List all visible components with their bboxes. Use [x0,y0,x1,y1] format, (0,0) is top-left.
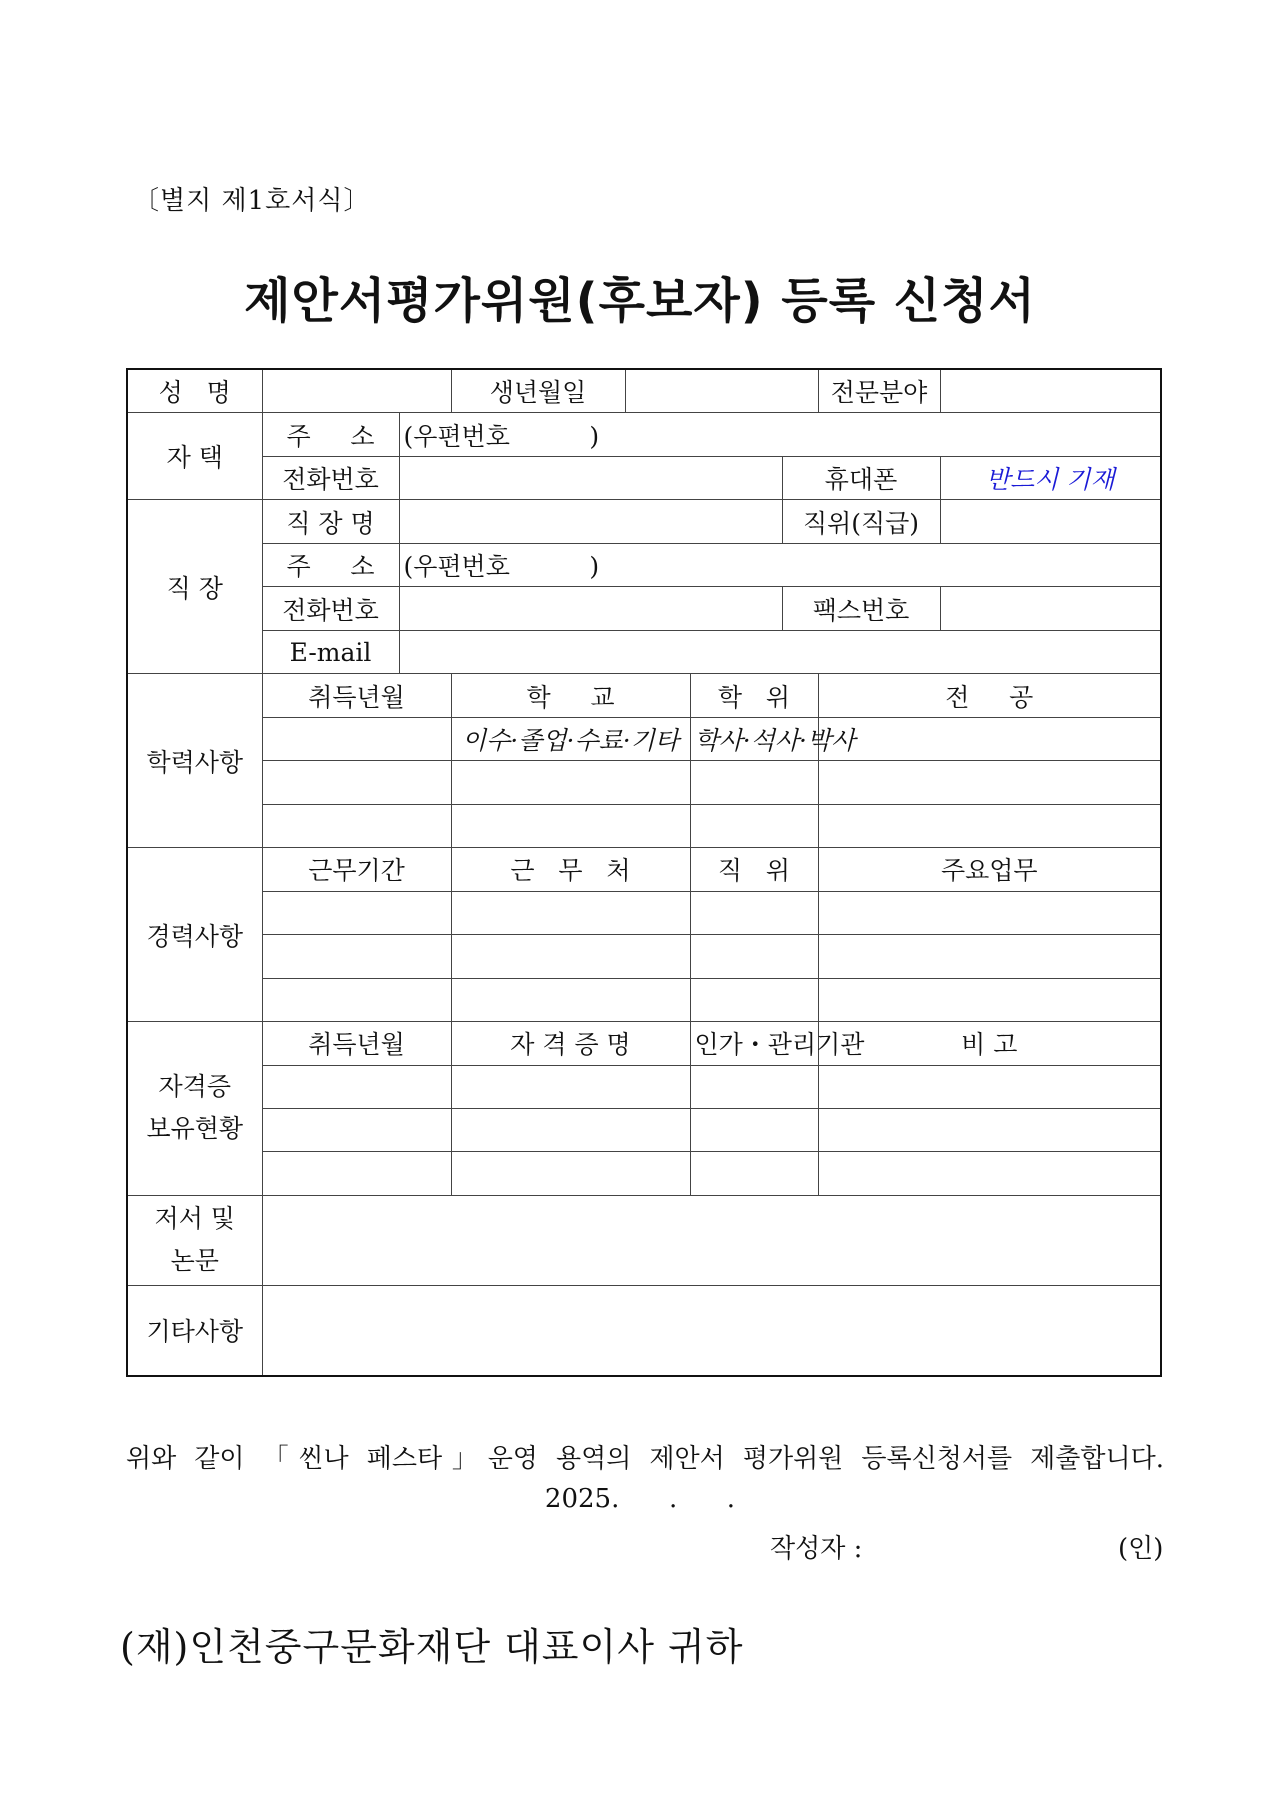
career-row [127,891,1161,934]
specialty-input[interactable] [940,369,1161,413]
education-row [127,761,1161,804]
career-header-row [127,848,1161,891]
career-position-input[interactable] [690,891,818,934]
work-phone-input[interactable] [399,587,782,630]
license-row [127,1152,1161,1195]
license-issuer-input[interactable] [690,1065,818,1108]
license-row [127,1065,1161,1108]
license-header-issuer: 인가・관리기관 [690,1022,818,1065]
work-position-input[interactable] [940,500,1161,543]
license-header-date: 취득년월 [262,1022,451,1065]
education-degree-input[interactable] [690,804,818,847]
name-label: 성 명 [127,369,262,413]
name-row [127,369,1161,413]
license-header-remarks: 비 고 [818,1022,1161,1065]
education-school-input[interactable] [451,804,690,847]
license-section-label-line2: 보유현황 [146,1114,244,1144]
page-title: 제안서평가위원(후보자) 등록 신청서 [244,273,1036,329]
education-header-school: 학 교 [451,674,690,717]
education-header-major: 전 공 [818,674,1161,717]
license-remarks-input[interactable] [818,1152,1161,1195]
license-section-label [127,1022,262,1196]
career-row [127,978,1161,1021]
career-workplace-input[interactable] [451,891,690,934]
license-date-input[interactable] [262,1152,451,1195]
writer-label: 작성자 : [770,1534,863,1564]
publications-label [127,1195,262,1285]
work-address-row [127,543,1161,586]
education-major-input[interactable] [818,761,1161,804]
work-name-input[interactable] [399,500,782,543]
license-remarks-input[interactable] [818,1065,1161,1108]
other-input[interactable] [262,1285,1161,1376]
birth-date-label: 생년월일 [451,369,625,413]
education-degree-input[interactable]: 학사·석사·박사 [690,717,818,760]
career-workplace-input[interactable] [451,935,690,978]
career-position-input[interactable] [690,978,818,1021]
fax-label: 팩스번호 [782,587,940,630]
application-form-table [126,368,1162,1377]
mobile-label: 휴대폰 [782,456,940,499]
home-phone-input[interactable] [399,456,782,499]
license-remarks-input[interactable] [818,1108,1161,1151]
email-input[interactable] [399,630,1161,673]
career-duties-input[interactable] [818,978,1161,1021]
declaration-text: 위와 같이 「씬나 페스타」운영 용역의 제안서 평가위원 등록신청서를 제출합니다. [126,1444,1164,1474]
career-workplace-input[interactable] [451,978,690,1021]
license-section-label-line1: 자격증 [158,1072,231,1102]
license-name-input[interactable] [451,1152,690,1195]
career-duties-input[interactable] [818,935,1161,978]
other-label: 기타사항 [127,1285,262,1376]
publications-input[interactable] [262,1195,1161,1285]
education-school-input[interactable]: 이수·졸업·수료·기타 [451,717,690,760]
license-issuer-input[interactable] [690,1152,818,1195]
seal-label: (인) [1118,1534,1164,1564]
fax-input[interactable] [940,587,1161,630]
education-header-date: 취득년월 [262,674,451,717]
education-school-input[interactable] [451,761,690,804]
home-phone-row [127,456,1161,499]
career-row [127,935,1161,978]
career-section-label: 경력사항 [127,848,262,1022]
education-row [127,717,1161,760]
work-name-row [127,500,1161,543]
mobile-input[interactable]: 반드시 기재 [940,456,1161,499]
career-header-position: 직 위 [690,848,818,891]
home-section-label: 자 택 [127,413,262,500]
home-address-label: 주 소 [262,413,399,456]
education-row [127,804,1161,847]
license-issuer-input[interactable] [690,1108,818,1151]
submission-date: 2025. . . [544,1484,736,1514]
addressee: (재)인천중구문화재단 대표이사 귀하 [120,1625,744,1669]
career-duties-input[interactable] [818,891,1161,934]
home-phone-label: 전화번호 [262,456,399,499]
career-header-workplace: 근 무 처 [451,848,690,891]
career-position-input[interactable] [690,935,818,978]
education-header-degree: 학 위 [690,674,818,717]
career-header-duties: 주요업무 [818,848,1161,891]
license-date-input[interactable] [262,1108,451,1151]
work-position-label: 직위(직급) [782,500,940,543]
education-date-input[interactable] [262,761,451,804]
specialty-label: 전문분야 [818,369,940,413]
education-major-input[interactable] [818,717,1161,760]
career-period-input[interactable] [262,891,451,934]
birth-date-input[interactable] [625,369,818,413]
license-date-input[interactable] [262,1065,451,1108]
license-header-name: 자 격 증 명 [451,1022,690,1065]
email-row [127,630,1161,673]
email-label: E-mail [262,630,399,673]
license-row [127,1108,1161,1151]
education-date-input[interactable] [262,717,451,760]
work-section-label: 직 장 [127,500,262,674]
license-name-input[interactable] [451,1108,690,1151]
career-period-input[interactable] [262,935,451,978]
other-row [127,1285,1161,1376]
publications-label-line1: 저서 및 [154,1204,235,1234]
work-name-label: 직 장 명 [262,500,399,543]
education-degree-input[interactable] [690,761,818,804]
form-number-label: 〔별지 제1호서식〕 [133,186,371,216]
career-period-input[interactable] [262,978,451,1021]
education-date-input[interactable] [262,804,451,847]
publications-label-line2: 논문 [170,1246,219,1276]
license-header-row [127,1022,1161,1065]
work-address-label: 주 소 [262,543,399,586]
license-name-input[interactable] [451,1065,690,1108]
home-address-input[interactable]: (우편번호 ) [399,413,1161,456]
work-phone-row [127,587,1161,630]
education-major-input[interactable] [818,804,1161,847]
name-input[interactable] [262,369,451,413]
education-section-label: 학력사항 [127,674,262,848]
career-header-period: 근무기간 [262,848,451,891]
work-address-input[interactable]: (우편번호 ) [399,543,1161,586]
work-phone-label: 전화번호 [262,587,399,630]
publications-row [127,1195,1161,1285]
home-address-row [127,413,1161,456]
education-header-row [127,674,1161,717]
